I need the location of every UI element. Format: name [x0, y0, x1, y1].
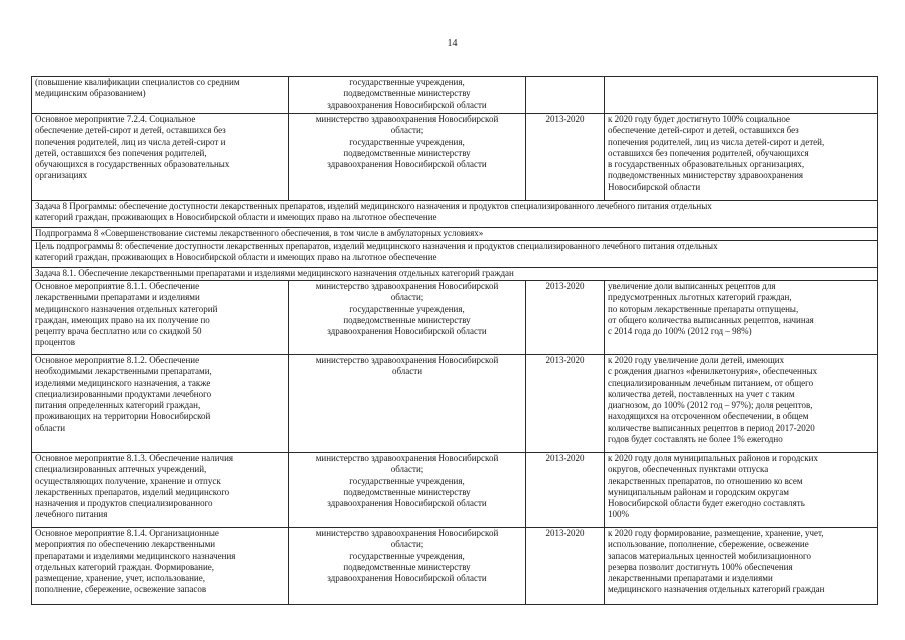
- executor-line: государственные учреждения,: [349, 475, 465, 486]
- activity-line: попечения родителей, лиц из числа детей-сирот и: [35, 136, 226, 147]
- result-line: по которым лекарственные препараты отпущены,: [608, 303, 799, 314]
- result-line: диагнозом, до 100% (2012 год – 97%); доля рецептов,: [608, 400, 813, 411]
- table-row: [32, 281, 878, 355]
- activity-line: препаратами и изделиями медицинского назначения: [35, 550, 236, 561]
- result-cell: [605, 453, 878, 528]
- activity-line: питания определенных категорий граждан,: [35, 400, 201, 411]
- result-line: годов будет составлять не более 1% ежегодно: [608, 434, 783, 445]
- activity-line: Основное мероприятие 8.1.3. Обеспечение наличия: [35, 453, 234, 463]
- section-heading-cell: [32, 241, 878, 268]
- executor-line: подведомственные министерству: [343, 88, 471, 99]
- result-line: лекарственными препаратами и изделиями: [608, 573, 773, 584]
- activity-line: размещение, хранение, учет, использование,: [35, 573, 205, 584]
- result-cell: [605, 528, 878, 605]
- section-heading-line: Задача 8 Программы: обеспечение доступности лекарственных препаратов, изделий медицинского назначения и продуктов специализированного лечебного питания отдельных: [35, 201, 712, 211]
- executor-line: области;: [390, 464, 424, 475]
- page-number: 14: [447, 38, 458, 49]
- executor-line: подведомственные министерству: [343, 314, 471, 325]
- activity-line: лекарственных препаратов, изделий медицинского: [35, 486, 230, 497]
- activity-line: изделиями медицинского назначения, а также: [35, 377, 211, 388]
- result-line: обеспечение детей-сирот и детей, оставшихся без: [608, 125, 799, 136]
- executor-line: министерство здравоохранения Новосибирской: [315, 528, 499, 538]
- result-line: увеличение доли выписанных рецептов для: [608, 281, 776, 291]
- activity-cell: [32, 453, 289, 528]
- section-heading-row: [32, 201, 878, 228]
- activity-line: специализированными продуктами лечебного: [35, 388, 212, 399]
- period-cell: 2013-2020: [526, 114, 605, 201]
- result-line: округов, обеспеченных пунктами отпуска: [608, 464, 769, 475]
- executor-line: здравоохранения Новосибирской области: [327, 99, 487, 110]
- executor-line: министерство здравоохранения Новосибирской: [315, 114, 499, 124]
- section-heading-line: Задача 8.1. Обеспечение лекарственными препаратами и изделиями медицинского назначения отдельных категорий граждан: [35, 268, 514, 278]
- executor-line: государственные учреждения,: [349, 550, 465, 561]
- executor-line: министерство здравоохранения Новосибирской: [315, 355, 499, 365]
- result-line: к 2020 году увеличение доли детей, имеющих: [608, 355, 785, 365]
- activity-cell: [32, 77, 289, 114]
- period-cell: 2013-2020: [526, 281, 605, 355]
- result-line: в государственных образовательных организациях,: [608, 159, 805, 170]
- executor-line: государственные учреждения,: [349, 303, 465, 314]
- section-heading-line: категорий граждан, проживающих в Новосибирской области и имеющих право на льготное обеспечение: [35, 212, 437, 223]
- result-line: Новосибирской области будет ежегодно составлять: [608, 498, 805, 509]
- activity-line: необходимыми лекарственными препаратами,: [35, 366, 212, 377]
- section-heading-cell: [32, 228, 878, 241]
- executor-cell: [289, 453, 526, 528]
- activity-line: Основное мероприятие 7.2.4. Социальное: [35, 114, 196, 124]
- period-cell: 2013-2020: [526, 355, 605, 453]
- table-row: [32, 528, 878, 605]
- executor-line: подведомственные министерству: [343, 486, 471, 497]
- executor-line: области;: [390, 292, 424, 303]
- activity-line: лекарственными препаратами и изделиями: [35, 292, 200, 303]
- executor-cell: [289, 281, 526, 355]
- table-row: [32, 114, 878, 201]
- result-line: попечения родителей, лиц из числа детей-сирот и детей,: [608, 136, 825, 147]
- result-line: использование, пополнение, сбережение, освежение: [608, 539, 809, 550]
- section-heading-cell: [32, 201, 878, 228]
- executor-line: здравоохранения Новосибирской области: [327, 573, 487, 584]
- result-line: 100%: [608, 509, 629, 520]
- executor-line: подведомственные министерству: [343, 561, 471, 572]
- executor-line: области;: [390, 539, 424, 550]
- activity-line: осуществляющих получение, хранение и отпуск: [35, 475, 221, 486]
- result-line: предусмотренных льготных категорий граждан,: [608, 292, 792, 303]
- result-line: муниципальным районам и городским округам: [608, 486, 789, 497]
- result-line: резерва позволит достигнуть 100% обеспечения: [608, 561, 793, 572]
- activity-cell: [32, 281, 289, 355]
- executor-cell: [289, 528, 526, 605]
- executor-line: здравоохранения Новосибирской области: [327, 326, 487, 337]
- activity-cell: [32, 528, 289, 605]
- result-cell: [605, 355, 878, 453]
- activity-line: Основное мероприятие 8.1.4. Организационные: [35, 528, 219, 538]
- activity-line: области: [35, 422, 66, 433]
- activity-line: медицинским образованием): [35, 88, 146, 99]
- activity-line: медицинского назначения отдельных категорий: [35, 303, 218, 314]
- result-line: к 2020 году доля муниципальных районов и городских: [608, 453, 818, 463]
- activity-line: Основное мероприятие 8.1.2. Обеспечение: [35, 355, 200, 365]
- table-row: [32, 77, 878, 114]
- table-row: [32, 355, 878, 453]
- section-heading-line: Подпрограмма 8 «Совершенствование системы лекарственного обеспечения, в том числе в амбулаторных условиях»: [35, 228, 484, 238]
- result-line: к 2020 году будет достигнуто 100% социальное: [608, 114, 790, 124]
- executor-line: министерство здравоохранения Новосибирской: [315, 281, 499, 291]
- result-line: лекарственных препаратов, по отношению ко всем: [608, 475, 803, 486]
- period-cell: [526, 77, 605, 114]
- result-line: количестве выписанных рецептов в период 2017-2020: [608, 422, 815, 433]
- result-line: от общего количества выписанных рецептов, начиная: [608, 314, 814, 325]
- measures-table: [31, 76, 878, 605]
- executor-line: министерство здравоохранения Новосибирской: [315, 453, 499, 463]
- result-line: количества детей, поставленных на учет с таким: [608, 388, 795, 399]
- activity-line: обучающихся в государственных образовательных: [35, 159, 230, 170]
- activity-line: процентов: [35, 337, 76, 348]
- activity-line: отдельных категорий граждан. Формирование,: [35, 561, 215, 572]
- result-line: с рождения диагноз «фенилкетонурия», обеспеченных: [608, 366, 818, 377]
- executor-line: здравоохранения Новосибирской области: [327, 159, 487, 170]
- result-cell: [605, 114, 878, 201]
- executor-line: области;: [390, 125, 424, 136]
- activity-line: рецепту врача бесплатно или со скидкой 50: [35, 326, 202, 337]
- executor-line: государственные учреждения,: [349, 136, 465, 147]
- section-heading-row: [32, 228, 878, 241]
- result-line: к 2020 году формирование, размещение, хранение, учет,: [608, 528, 824, 538]
- executor-line: области: [391, 366, 423, 377]
- activity-line: мероприятия по обеспечению лекарственными: [35, 539, 216, 550]
- result-cell: [605, 281, 878, 355]
- section-heading-cell: [32, 268, 878, 281]
- result-cell: [605, 77, 878, 114]
- activity-line: организациях: [35, 170, 88, 181]
- activity-line: лечебного питания: [35, 509, 108, 520]
- section-heading-line: категорий граждан, проживающих в Новосибирской области и имеющих право на льготное обеспечение: [35, 252, 437, 263]
- activity-line: граждан, имеющих право на их получение по: [35, 314, 210, 325]
- period-cell: 2013-2020: [526, 453, 605, 528]
- result-line: специализированным лечебным питанием, от общего: [608, 377, 814, 388]
- activity-line: Основное мероприятие 8.1.1. Обеспечение: [35, 281, 200, 291]
- executor-cell: [289, 355, 526, 453]
- activity-line: обеспечение детей-сирот и детей, оставшихся без: [35, 125, 226, 136]
- section-heading-row: [32, 241, 878, 268]
- executor-cell: [289, 114, 526, 201]
- activity-line: специализированных аптечных учреждений,: [35, 464, 207, 475]
- result-line: запасов материальных ценностей мобилизационного: [608, 550, 811, 561]
- result-line: подведомственных министерству здравоохранения: [608, 170, 804, 181]
- activity-line: (повышение квалификации специалистов со средним: [35, 77, 240, 87]
- activity-cell: [32, 355, 289, 453]
- activity-line: пополнение, сбережение, освежение запасов: [35, 584, 207, 595]
- executor-line: государственные учреждения,: [349, 77, 465, 87]
- activity-line: назначения и продуктов специализированного: [35, 498, 213, 509]
- activity-line: проживающих на территории Новосибирской: [35, 411, 211, 422]
- section-heading-row: [32, 268, 878, 281]
- activity-line: детей, оставшихся без попечения родителей,: [35, 147, 207, 158]
- executor-line: подведомственные министерству: [343, 147, 471, 158]
- executor-line: здравоохранения Новосибирской области: [327, 498, 487, 509]
- activity-cell: [32, 114, 289, 201]
- result-line: с 2014 года до 100% (2012 год – 98%): [608, 326, 752, 337]
- result-line: находящихся на отсроченном обеспечении, в общем: [608, 411, 809, 422]
- result-line: оставшихся без попечения родителей, обучающихся: [608, 147, 809, 158]
- table-row: [32, 453, 878, 528]
- result-line: Новосибирской области: [608, 181, 701, 192]
- result-line: медицинского назначения отдельных категорий граждан: [608, 584, 825, 595]
- executor-cell: [289, 77, 526, 114]
- period-cell: 2013-2020: [526, 528, 605, 605]
- section-heading-line: Цель подпрограммы 8: обеспечение доступности лекарственных препаратов, изделий медицинского назначения и продуктов специализированного лечебного питания отдельных: [35, 241, 718, 251]
